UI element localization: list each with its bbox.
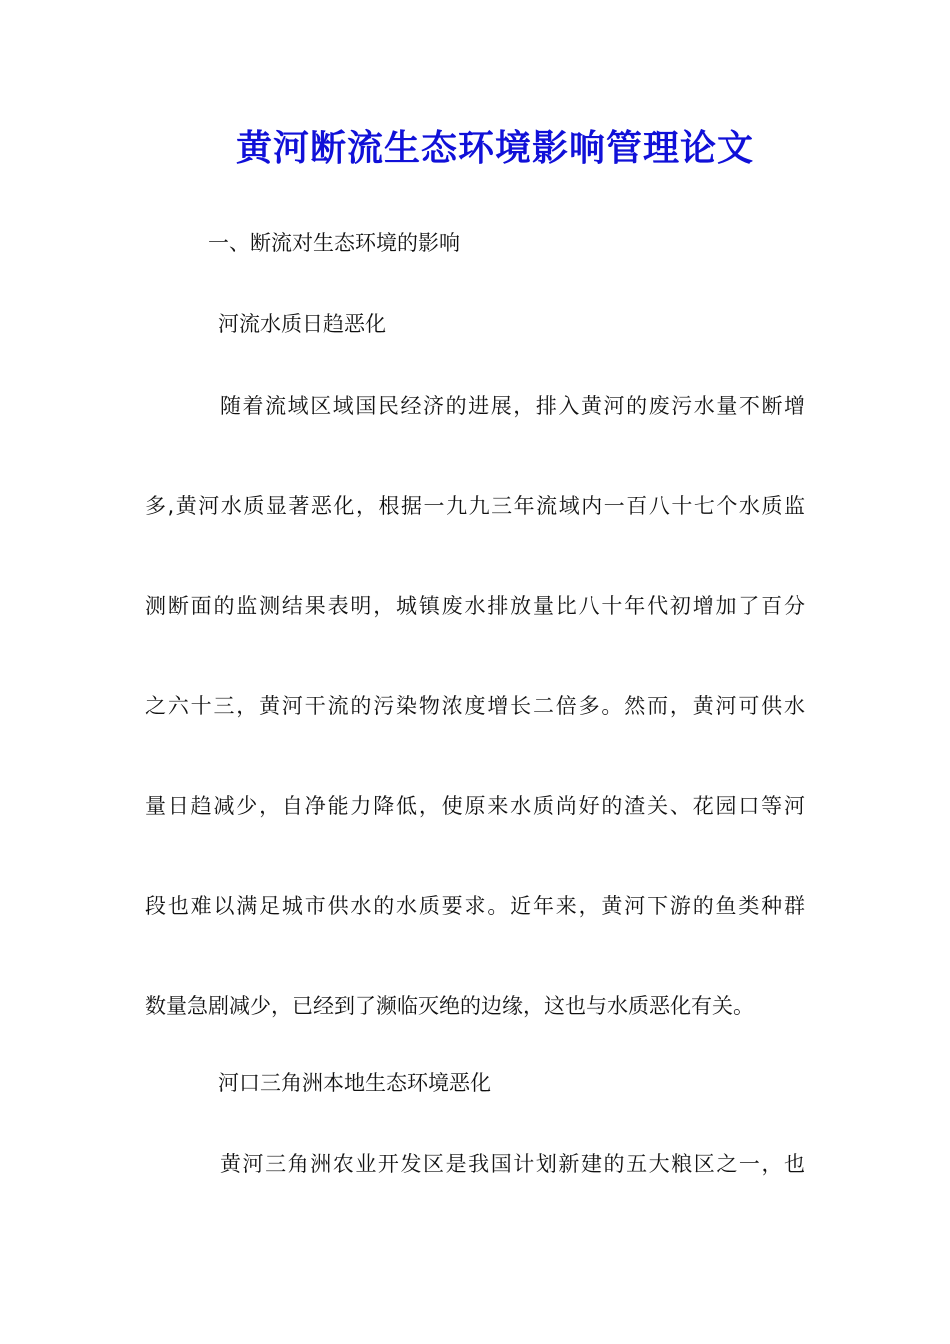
paragraph-line: 黄河三角洲农业开发区是我国计划新建的五大粮区之一，也 xyxy=(220,1152,805,1176)
document-title: 黄河断流生态环境影响管理论文 xyxy=(235,127,754,169)
paragraph-line: 段也难以满足城市供水的水质要求。近年来，黄河下游的鱼类种群 xyxy=(145,894,805,918)
subsection-heading-delta: 河口三角洲本地生态环境恶化 xyxy=(218,1071,491,1095)
paragraph-line: 测断面的监测结果表明，城镇废水排放量比八十年代初增加了百分 xyxy=(145,594,805,618)
paragraph-line: 随着流域区域国民经济的进展，排入黄河的废污水量不断增 xyxy=(220,394,805,418)
paragraph-line: 量日趋减少，自净能力降低，使原来水质尚好的渣关、花园口等河 xyxy=(145,794,805,818)
subsection-heading-water-quality: 河流水质日趋恶化 xyxy=(218,312,386,336)
section-heading: 一、断流对生态环境的影响 xyxy=(208,231,460,255)
paragraph-line: 多,黄河水质显著恶化，根据一九九三年流域内一百八十七个水质监 xyxy=(145,494,805,518)
paragraph-line: 之六十三，黄河干流的污染物浓度增长二倍多。然而，黄河可供水 xyxy=(145,694,805,718)
paragraph-water-quality xyxy=(145,389,805,1089)
paragraph-line: 数量急剧减少，已经到了濒临灭绝的边缘，这也与水质恶化有关。 xyxy=(145,994,754,1018)
paragraph-delta xyxy=(145,1147,805,1247)
